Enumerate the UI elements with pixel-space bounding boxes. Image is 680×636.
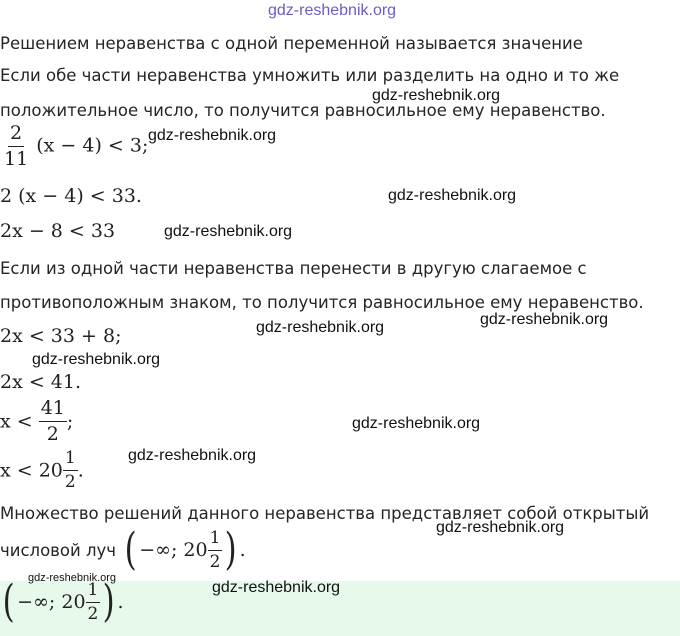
fraction [39,399,67,444]
paragraph-solution-set-line2 [0,524,246,575]
paragraph-multiply-rule-line2: положительное число, то получится равносильное ему неравенство. [0,101,606,120]
fraction-numerator: 1 [86,582,101,603]
fraction-denominator: 2 [209,551,221,572]
math-line-2: 2 (x − 4) < 33. [0,185,142,207]
fraction [86,579,101,624]
paragraph-transfer-rule-line2: противоположным знаком, то получится равносильное ему неравенство. [0,293,644,312]
math-line-4: 2x < 33 + 8; [0,325,122,347]
fraction-denominator: 11 [4,148,29,170]
left-paren: ( [2,576,15,627]
math-expression: x < 20 [0,459,63,482]
fraction-denominator: 2 [87,603,99,624]
fraction [63,450,78,491]
watermark-top: gdz-reshebnik.org [268,2,397,19]
watermark: gdz-reshebnik.org [148,127,277,144]
math-punctuation: . [77,459,84,482]
paragraph-solution-set-line1: Множество решений данного неравенства представляет собой открытый [0,504,650,523]
math-line-3: 2x − 8 < 33 [0,220,116,242]
fraction-numerator: 41 [39,399,67,422]
math-line-6 [0,399,73,444]
fraction [2,124,30,169]
right-paren: ) [224,524,238,575]
ray-expression: −∞; 20 [139,539,208,561]
math-expression: x < [0,410,39,433]
math-punctuation: . [117,591,124,613]
left-paren: ( [124,524,137,575]
fraction-denominator: 2 [64,472,76,492]
fraction-denominator: 2 [46,423,59,445]
ray-inline [122,524,246,575]
fraction-numerator: 1 [208,530,223,551]
watermark: gdz-reshebnik.org [212,579,341,596]
paragraph-multiply-rule-line1: Если обе части неравенства умножить или разделить на одно и то же [0,66,620,85]
fraction-numerator: 1 [63,450,78,471]
paragraph-definition: Решением неравенства с одной переменной называется значение [0,34,583,53]
math-line-1 [2,124,148,169]
fraction [208,527,223,572]
math-punctuation: . [239,539,246,561]
ray-expression: −∞; 20 [17,591,86,613]
right-paren: ) [102,576,115,627]
watermark: gdz-reshebnik.org [32,351,161,368]
fraction-numerator: 2 [8,124,24,147]
watermark: gdz-reshebnik.org [372,87,501,104]
watermark: gdz-reshebnik.org [388,187,517,204]
paragraph-text: числовой луч [0,540,117,560]
watermark: gdz-reshebnik.org [480,311,609,328]
watermark: gdz-reshebnik.org [164,223,293,240]
watermark: gdz-reshebnik.org [352,415,481,432]
math-punctuation: ; [66,410,74,433]
watermark: gdz-reshebnik.org [128,447,257,464]
watermark-small: gdz-reshebnik.org [28,572,117,584]
paragraph-transfer-rule-line1: Если из одной части неравенства перенести в другую слагаемое с [0,259,587,278]
math-line-7 [0,450,84,491]
watermark: gdz-reshebnik.org [436,519,565,536]
math-expression: (x − 4) < 3; [36,134,149,157]
watermark: gdz-reshebnik.org [256,319,385,336]
math-line-5: 2x < 41. [0,371,82,393]
